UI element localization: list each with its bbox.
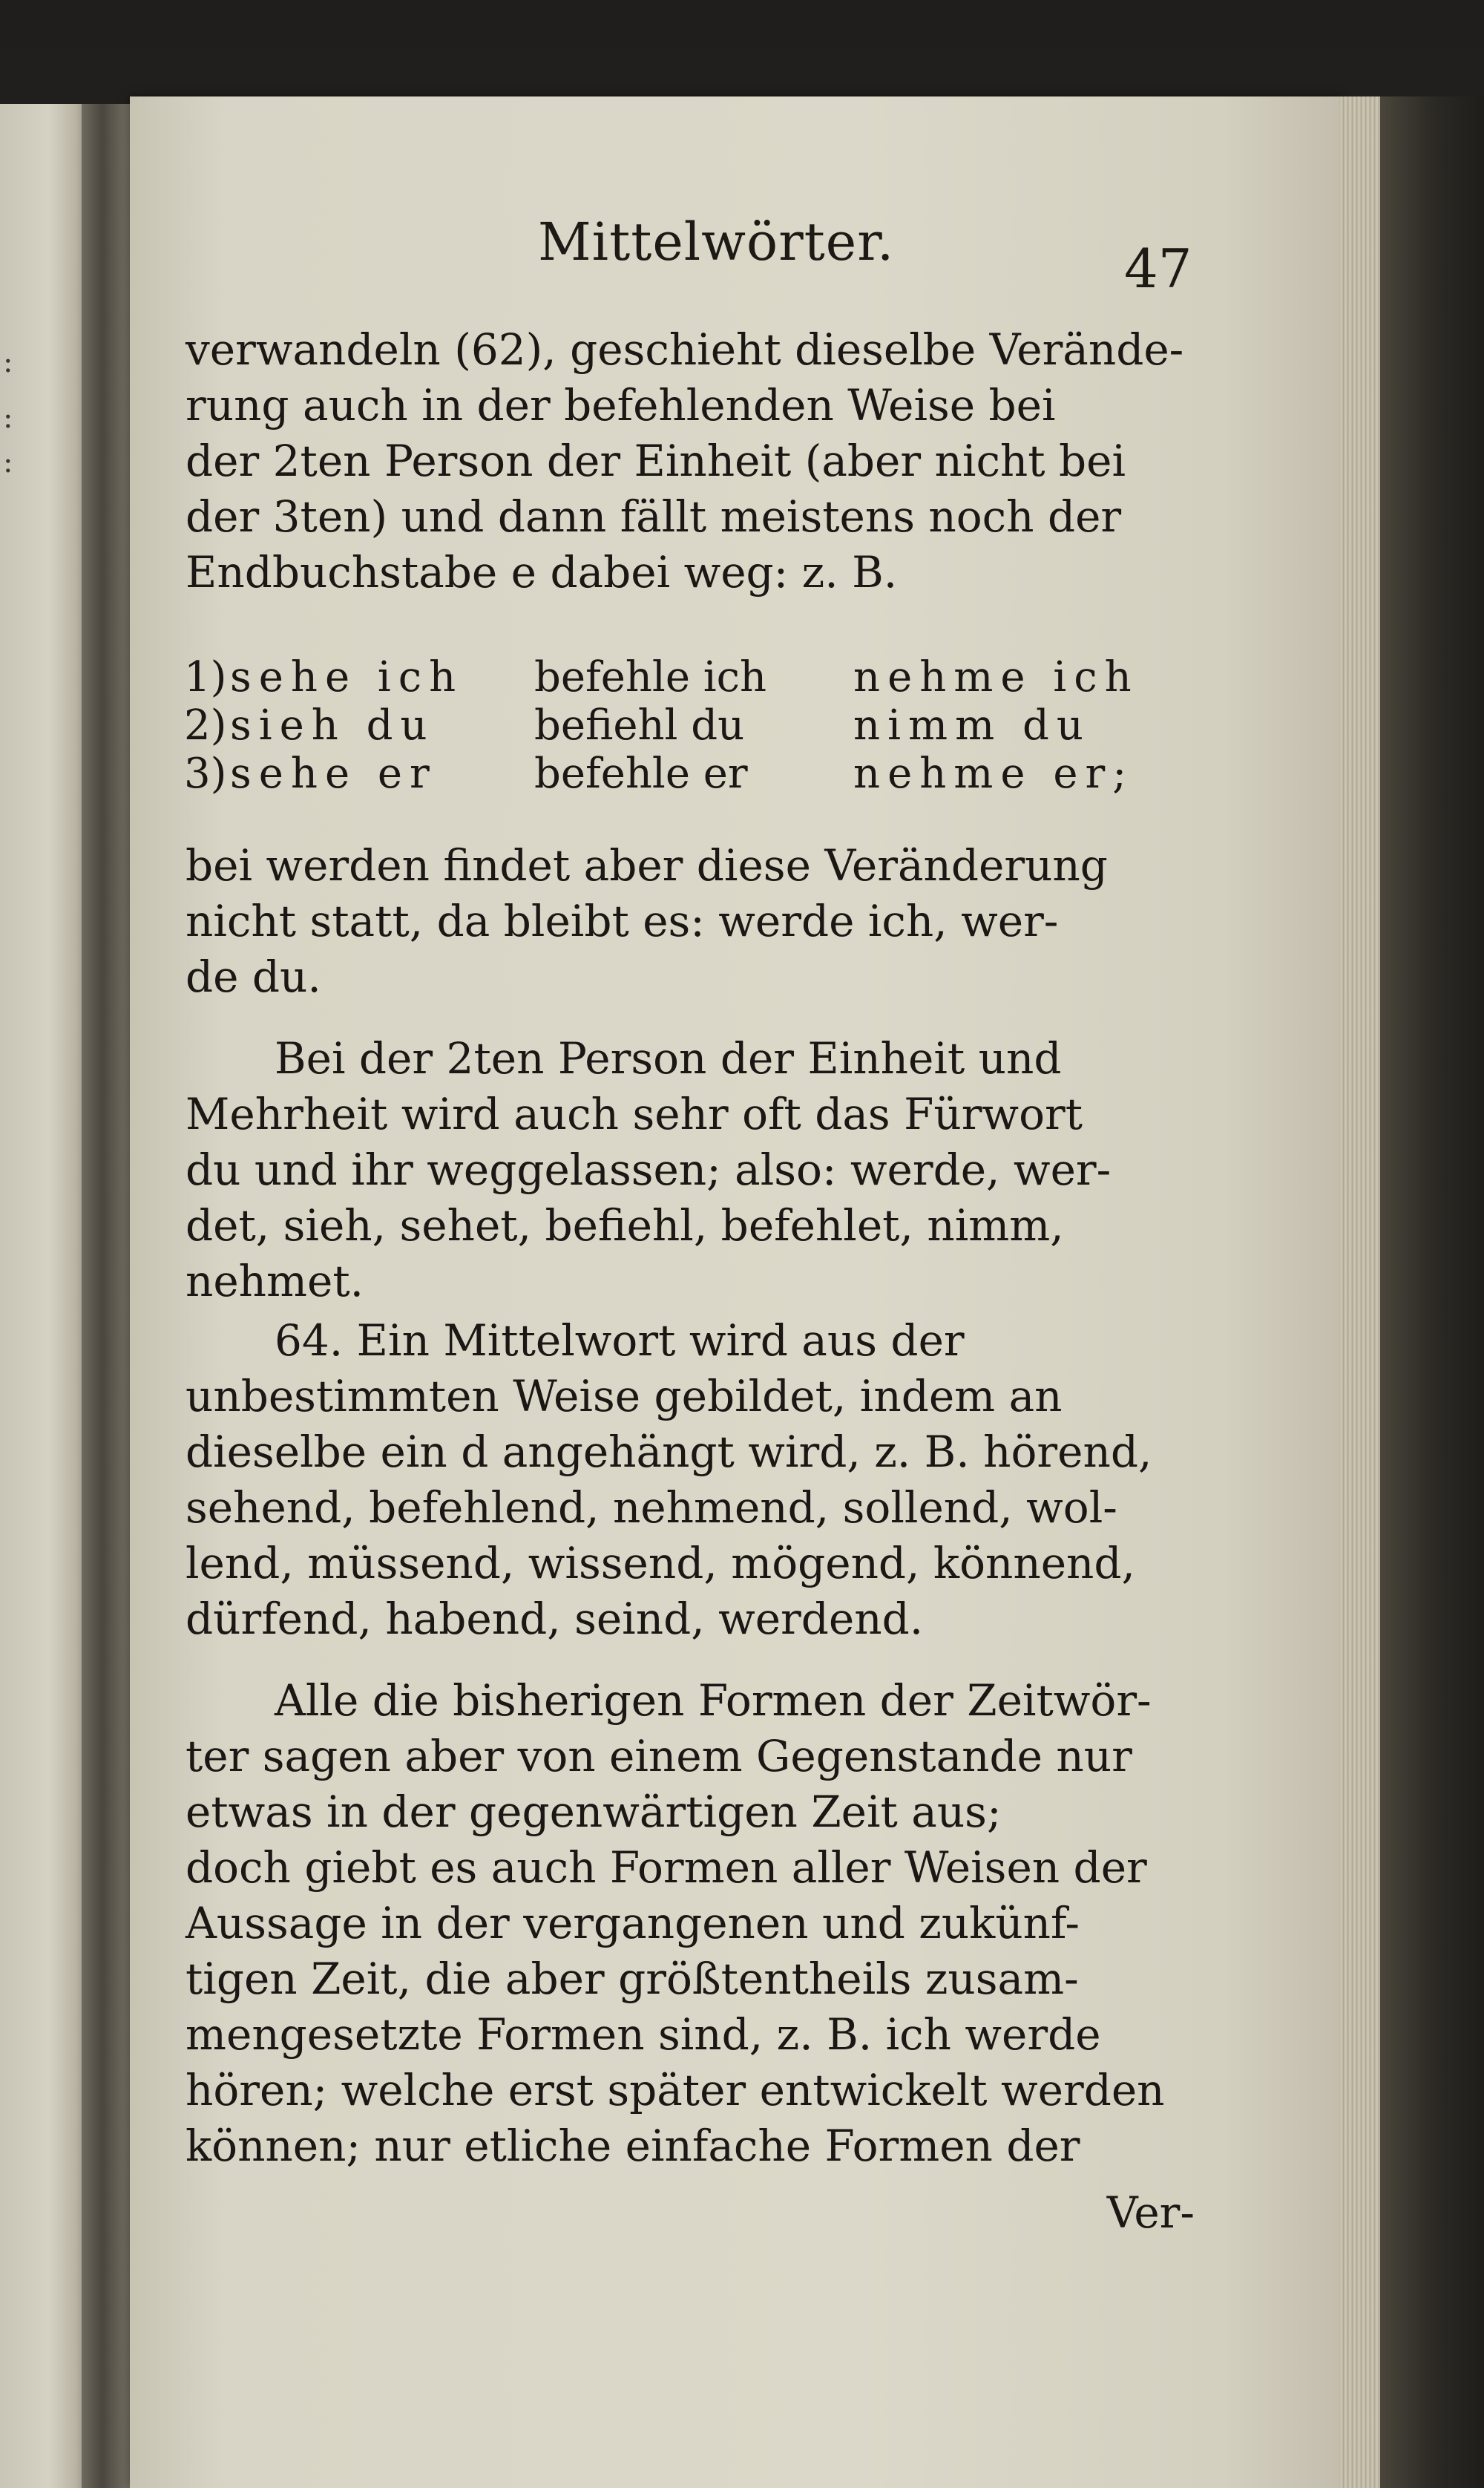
text-line: Aussage in der vergangenen und zukünf-: [186, 1898, 1080, 1948]
table-cell: befehle er: [534, 750, 748, 798]
table-cell: befiehl du: [534, 701, 745, 750]
table-cell: nehme er;: [853, 750, 1135, 798]
text-line: können; nur etliche einfache Formen der: [186, 2121, 1080, 2171]
page-stack-edge: [1339, 96, 1384, 2488]
left-page-glyph: :: [3, 345, 13, 379]
text-line: rung auch in der befehlenden Weise bei: [186, 380, 1056, 431]
text-line: Endbuchstabe e dabei weg: z. B.: [186, 547, 898, 598]
table-cell: nehme ich: [853, 653, 1139, 701]
row-number: 1): [184, 653, 227, 701]
table-cell: sehe ich: [230, 653, 464, 701]
text-line: dieselbe ein d angehängt wird, z. B. hörend,: [186, 1427, 1152, 1477]
text-line: de du.: [186, 952, 321, 1002]
page-number: 47: [1124, 238, 1192, 300]
text-line: doch giebt es auch Formen aller Weisen der: [186, 1842, 1147, 1893]
text-line: Alle die bisherigen Formen der Zeitwör-: [275, 1675, 1152, 1726]
text-line: lend, müssend, wissend, mögend, könnend,: [186, 1538, 1135, 1588]
left-page-glyph: :: [3, 445, 13, 479]
text-line: verwandeln (62), geschieht dieselbe Verände-: [186, 324, 1184, 375]
row-number: 3): [184, 750, 227, 798]
section-heading-line: 64. Ein Mittelwort wird aus der: [275, 1315, 965, 1366]
text-line: hören; welche erst später entwickelt werden: [186, 2065, 1165, 2115]
text-line: Bei der 2ten Person der Einheit und: [275, 1033, 1062, 1084]
text-line: bei werden findet aber diese Veränderung: [186, 840, 1108, 891]
text-line: der 3ten) und dann fällt meistens noch der: [186, 491, 1122, 542]
text-line: ter sagen aber von einem Gegenstande nur: [186, 1731, 1132, 1781]
row-number: 2): [184, 701, 227, 750]
text-line: der 2ten Person der Einheit (aber nicht bei: [186, 436, 1126, 486]
book-gutter: [82, 104, 134, 2488]
catchword: Ver-: [1106, 2187, 1195, 2238]
table-cell: sieh du: [230, 701, 435, 750]
text-line: unbestimmten Weise gebildet, indem an: [186, 1371, 1063, 1421]
text-line: tigen Zeit, die aber größtentheils zusam-: [186, 1954, 1079, 2004]
table-cell: nimm du: [853, 701, 1091, 750]
text-line: det, sieh, sehet, befiehl, befehlet, nimm,: [186, 1200, 1064, 1251]
text-line: etwas in der gegenwärtigen Zeit aus;: [186, 1787, 1002, 1837]
left-page-edge: [0, 104, 89, 2488]
text-line: dürfend, habend, seind, werdend.: [186, 1594, 924, 1644]
text-line: du und ihr weggelassen; also: werde, wer-: [186, 1145, 1112, 1195]
text-line: nicht statt, da bleibt es: werde ich, wer-: [186, 896, 1059, 946]
text-line: nehmet.: [186, 1256, 364, 1306]
table-cell: sehe er: [230, 750, 437, 798]
table-cell: befehle ich: [534, 653, 767, 701]
text-line: sehend, befehlend, nehmend, sollend, wol-: [186, 1482, 1117, 1533]
left-page-glyph: :: [3, 401, 13, 435]
text-line: mengesetzte Formen sind, z. B. ich werde: [186, 2009, 1101, 2060]
text-line: Mehrheit wird auch sehr oft das Fürwort: [186, 1089, 1083, 1139]
book-cover-edge: [1380, 96, 1484, 2488]
running-header: Mittelwörter.: [538, 212, 895, 272]
